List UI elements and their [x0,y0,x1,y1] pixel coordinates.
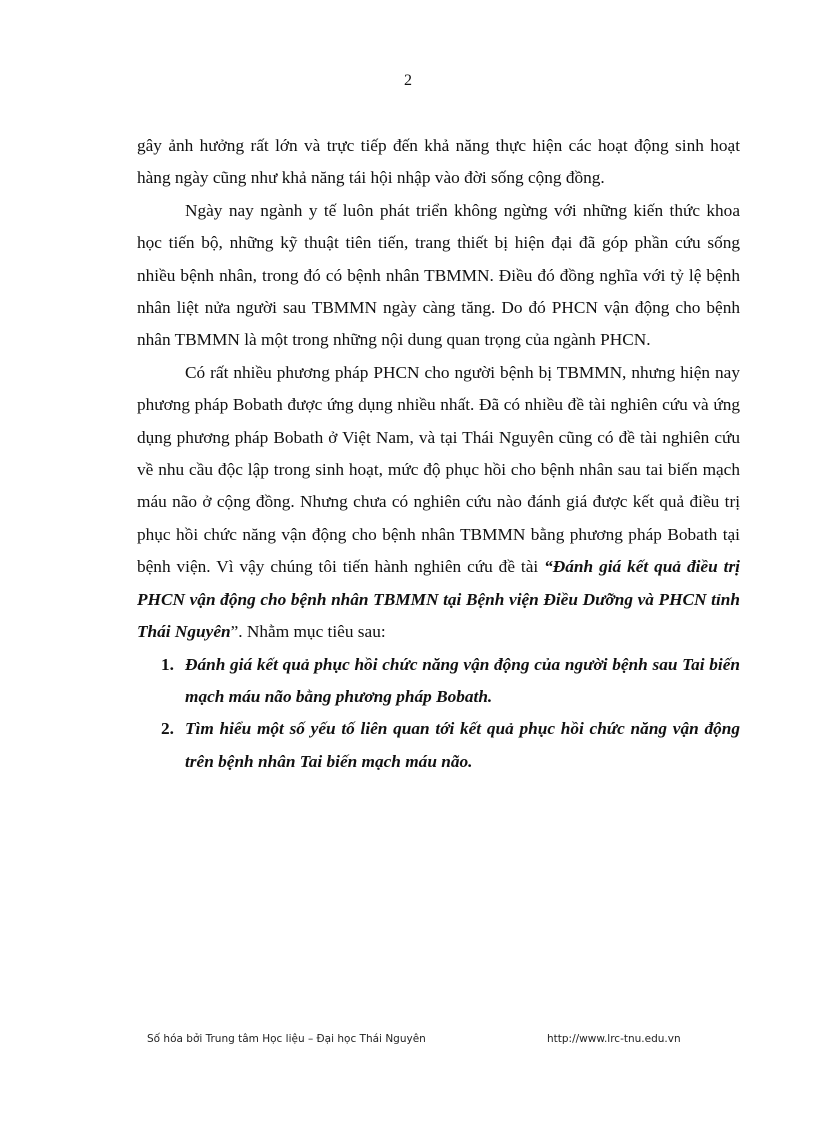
objective-item-2 [137,713,740,778]
objectives-list [137,649,740,779]
objective-number: 1. [161,654,174,674]
objective-text: Tìm hiểu một số yếu tố liên quan tới kết quả phục hồi chức năng vận động trên bệnh nhân Tai biến mạch máu não. [185,719,740,771]
objective-item-1 [137,649,740,714]
objective-number: 2. [161,719,174,739]
study-title: “Đánh giá kết quả điều trị PHCN vận động cho bệnh nhân TBMMN tại Bệnh viện Điều Dưỡng và PHCN tỉnh Thái Nguyên [137,557,740,642]
objective-text: Đánh giá kết quả phục hồi chức năng vận động của người bệnh sau Tai biến mạch máu não bằng phương pháp Bobath. [185,654,740,706]
rationale-ending: ”. Nhằm mục tiêu sau: [230,622,386,642]
footer-url: http://www.lrc-tnu.edu.vn [547,1033,681,1045]
footer-source: Số hóa bởi Trung tâm Học liệu – Đại học Thái Nguyên [147,1033,426,1045]
paragraph-research-rationale [137,357,740,649]
document-body [137,130,740,778]
page-number: 2 [404,72,412,89]
paragraph-continuation: gây ảnh hưởng rất lớn và trực tiếp đến khả năng thực hiện các hoạt động sinh hoạt hàng ngày cũng như khả năng tái hội nhập vào đời sống cộng đồng. [137,136,740,188]
rationale-text: Có rất nhiều phương pháp PHCN cho người bệnh bị TBMMN, nhưng hiện nay phương pháp Bobath được ứng dụng nhiều nhất. Đã có nhiều đề tài nghiên cứu và ứng dụng phương pháp Bobath ở Việt Nam, và tại Thái Nguyên cũng có đề tài nghiên cứu về nhu cầu độc lập trong sinh hoạt, mức độ phục hồi cho bệnh nhân sau tai biến mạch máu não ở cộng đồng. Nhưng chưa có nghiên cứu nào đánh giá được kết quả điều trị phục hồi chức năng vận động cho bệnh nhân TBMMN bằng phương pháp Bobath tại bệnh viện. Vì vậy chúng tôi tiến hành nghiên cứu đề tài [137,362,740,577]
paragraph-medical-progress: Ngày nay ngành y tế luôn phát triển không ngừng với những kiến thức khoa học tiến bộ, những kỹ thuật tiên tiến, trang thiết bị hiện đại đã góp phần cứu sống nhiều bệnh nhân, trong đó có bệnh nhân TBMMN. Điều đó đồng nghĩa với tỷ lệ bệnh nhân liệt nửa người sau TBMMN ngày càng tăng. Do đó PHCN vận động cho bệnh nhân TBMMN là một trong những nội dung quan trọng của ngành PHCN. [137,200,740,350]
